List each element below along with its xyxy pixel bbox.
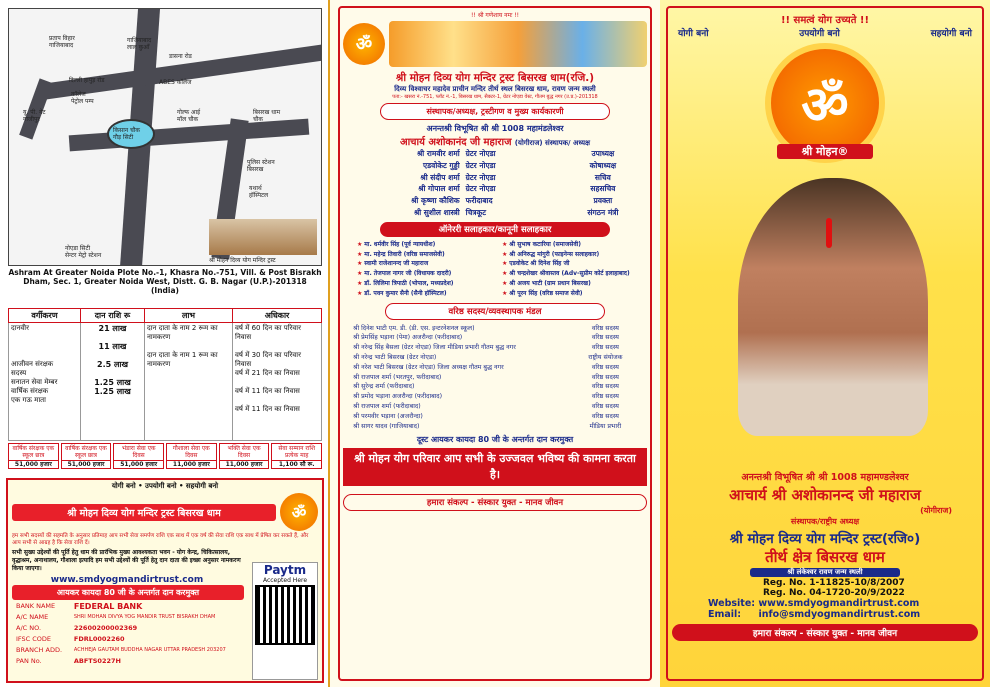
trust-title: श्री मोहन दिव्य योग मन्दिर ट्रस्ट बिसरख धाम(रजि.) (395, 72, 595, 84)
om-logo-icon: ॐ (343, 23, 385, 65)
left-panel (0, 0, 330, 687)
title-line: अनन्तश्री विभूषित श्री श्री 1008 महामण्डलेश्वर (741, 472, 909, 483)
cell: 21 लाख (98, 324, 127, 333)
trust-info-box (6, 478, 324, 683)
map-label: यू. पी. गेट गाजीपुर (23, 109, 46, 123)
cell: 1.25 लाख (94, 387, 131, 396)
yogiraj: (योगीराज) (920, 506, 952, 515)
cell: एक गऊ माता (11, 396, 46, 404)
wish-banner: श्री मोहन योग परिवार आप सभी के उज्जवल भविष्य की कामना करता है। (343, 448, 647, 486)
map-label: गाजियाबाद लाल कुआँ (127, 37, 152, 51)
ashram-address: Ashram At Greater Noida Plote No.-1, Khasra No.-751, Vill. & Post Bisrakh Dham, Sec. 1, Greater Noida West, Distt. G. B. Nagar (U.P.)-201318 (India) (8, 268, 322, 295)
map-label: ABES कॉलेज (159, 79, 192, 86)
cell: वर्ष में 11 दिन का निवास (235, 405, 300, 413)
advisors-list: ★ मा. धर्मवीर सिंह (पूर्व न्यायधीश) ★ मा. महेन्द्र तिवारी (वरिष्ठ समाजसेवी) ★ स्वामी राजेशानन्द जी महाराज ★ मा. तेजपाल नागर जी (विधायक दादरी) ★ डॉ. लिलिमा त्रिपाठी (भोपाल, मध्यप्रदेश) ★ डॉ. पवन कुमार सैनी (सैनी हॉस्पिटल) ★ श्री सुभाष कटारिया (समाजसेवी) ★ श्री अनिरुद्ध मांगुरी (फाइनेन्स सलाहकार) ★ एडवोकेट श्री दिनेश सिंह जी ★ श्री चन्द्रशेखर श्रीवास्तव (Adv-सुप्रीम कोर्ट इलाहाबाद) ★ श्री अजय भाटी (ग्राम प्रधान बिसरख) ★ श्री पूरन सिंह (वरिष्ठ समाज सेवी) (357, 240, 630, 297)
tier-box: गौशाला सेवा एक दिवस 11,000 हजार (166, 443, 217, 469)
donation-tiers (8, 443, 322, 469)
pledge-line: हमारा संकल्प - संस्कार युक्त - मानव जीवन (672, 624, 978, 641)
map-label: पुलिस स्टेशन बिसरख (247, 159, 275, 173)
section-header: वरिष्ठ सदस्य/व्यवस्थापक मंडल (385, 303, 605, 320)
map-label: प्रताप विहार गाजियाबाद (49, 35, 75, 49)
cell: 2.5 लाख (97, 360, 128, 369)
trust-para-1: हम सभी सदस्यों की सहमति के अनुसार प्रतिमाह आप सभी सेवा समर्पण राशि एक साथ में एक वर्ष की सेवा राशि एक साथ में प्रेषित कर सकते हैं, और आप सभी से आग्रह है कि सेवा राशि दें। (12, 533, 309, 546)
middle-panel (330, 0, 660, 687)
tax-exempt-banner: आयकर कायदा 80 जी के अन्तर्गत दान करमुक्त (12, 585, 244, 600)
qr-code-icon[interactable] (257, 587, 313, 643)
map-label: कॉलेज पेट्रोल पम्प (71, 91, 94, 105)
reg-no: Reg. No. 1-11825-10/8/2007 (763, 578, 905, 588)
tax-exempt-line: दूस्ट आयकर कायदा 80 जी के अन्तर्गत दान करमुक्त (416, 435, 574, 445)
motto-item: योगी बनो (678, 29, 709, 39)
logo-sub: श्री मोहन® (777, 144, 873, 159)
paytm-logo: Paytm (263, 563, 307, 577)
guru-name: आचार्य श्री अशोकानन्द जी महाराज (729, 486, 921, 504)
trust-website[interactable]: www.smdyogmandirtrust.com (50, 575, 204, 585)
col-header: अधिकार (233, 309, 322, 323)
ravan-line: श्री लंकेश्वर रावण जन्म स्थली (750, 568, 900, 577)
map-label: गोल्फ आई मॉल चौक (177, 109, 201, 123)
deity-images (389, 21, 647, 67)
motto-item: सहयोगी बनो (930, 29, 972, 39)
members-list: श्री दिनेश भाटी एम. डी. (डी. एस. इन्टरनेशनल स्कूल) वरिष्ठ सदस्य श्री प्रेमसिंह भड़ाना (पेमा) अजरौन्दा (फरीदाबाद) वरिष्ठ सदस्य श्री नरेन्द्र सिंह बैसला (ग्रेटर नोएडा) जिला मीडिया प्रभारी गौतम बुद्ध नगर वरिष्ठ सदस्य श्री नरेन्द्र भाटी बिसरख (ग्रेटर नोएडा) राष्ट्रीय संयोजक श्री नरेश भाटी बिसरख (ग्रेटर नोएडा) जिला अध्यक्ष गौतम बुद्ध नगर वरिष्ठ सदस्य श्री राजपाल शर्मा (भरतपुर, फरीदाबाद) वरिष्ठ सदस्य श्री सुरेन्द्र शर्मा (फरीदाबाद) वरिष्ठ सदस्य श्री प्रमोद भड़ाना अजरौन्दा (फरीदाबाद) वरिष्ठ सदस्य श्री राजपाल शर्मा (फरीदाबाद) वरिष्ठ सदस्य श्री परमवीर भड़ाना (अजरौन्दा) वरिष्ठ सदस्य श्री सागर यादव (गाजियाबाद) मीडिया प्रभारी (353, 324, 623, 430)
title-line: अनन्तश्री विभूषित श्री श्री 1008 महामंडलेश्वर (426, 124, 564, 133)
section-header: ऑनेररी सलाहकार/कानूनी सलाहकार (380, 222, 610, 237)
trust-subtitle: दिव्य विश्वाचर महादेव प्राचीन मन्दिर तीर्थ स्थल बिसरख धाम, रावण जन्म स्थली (394, 85, 596, 93)
reg-no: Reg. No. 04-1720-20/9/2022 (763, 588, 905, 598)
brand-logo (765, 43, 885, 163)
tier-box: वार्षिक संरक्षक एक स्कूल छात्र 51,000 हजार (61, 443, 112, 469)
cell: वार्षिक संरक्षक (11, 387, 49, 395)
map-label: डासना रोड (169, 53, 192, 60)
cell: सनातन सेवा मेम्बर (11, 378, 58, 386)
map-label: दिल्ली हापुड़ रोड (69, 77, 105, 84)
cell: वर्ष में 11 दिन का निवास (235, 387, 300, 395)
map-label: यथार्थ हॉस्पिटल (249, 185, 269, 199)
cell: दान दाता के नाम 1 रूम का नामकरण (147, 351, 218, 368)
tirth-line: तीर्थ क्षेत्र बिसरख धाम (765, 548, 885, 566)
paytm-box (252, 562, 318, 680)
section-header: संस्थापक/अध्यक्ष, ट्रस्टीगण व मुख्य कार्यकारणी (380, 103, 610, 120)
trust-address: पता:- खसरा नं.-751, प्लॉट नं.-1, बिसरख धाम, सैक्टर-1, ग्रेटर नोएडा वेस्ट, गौतम बुद्ध नगर (उ.प्र.)-201318 (392, 94, 598, 100)
cell: वर्ष में 21 दिन का निवास (235, 369, 300, 377)
tier-box: भंडारा सेवा एक दिवस 51,000 हजार (113, 443, 164, 469)
trust-title: श्री मोहन दिव्य योग मन्दिर ट्रस्ट बिसरख धाम (12, 504, 276, 521)
trust-para-2: सभी सुख्य उद्देश्यों की पूर्ति हेतु धाम की प्रारंभिक मुख्य आवश्यकता भवन - योग केन्द्र, चिकित्सालय, वृद्धाश्रम, अनाथालय, गौशाला इत्यादि हम सभी उद्देश्यों की पूर्ति हेतु दान दाता की इच्छा अनुसार नामकरण किया जाएगा। (12, 549, 241, 572)
cell: 11 लाख (98, 342, 127, 351)
map-label: श्री मोहन दिव्य योग मन्दिर ट्रस्ट (209, 257, 276, 264)
map-label: बिसरख धाम चौक (253, 109, 281, 123)
role-line: संस्थापक/राष्ट्रीय अध्यक्ष (790, 517, 860, 526)
guru-portrait (738, 178, 928, 436)
ashram-photo (209, 219, 317, 255)
email-label: Email: (708, 609, 742, 620)
paytm-sub: Accepted Here (262, 577, 308, 584)
om-logo-icon: ॐ (280, 493, 318, 531)
tier-box: वार्षिक संरक्षक एक स्कूल छात्र 51,000 हजार (8, 443, 59, 469)
col-header: दान राशि रू (81, 309, 145, 323)
website-label: Website: (708, 598, 756, 609)
email-link[interactable]: info@smdyogmandirtrust.com (758, 609, 921, 620)
website-link[interactable]: www.smdyogmandirtrust.com (758, 598, 920, 609)
col-header: वर्गीकरण (9, 309, 81, 323)
right-panel (660, 0, 990, 687)
tier-box: सेवा सम्मान राशि प्रत्येक माह 1,100 सौ रू. (271, 443, 322, 469)
founder-name: आचार्य अशोकानंद जी महाराज (399, 137, 512, 148)
map-label: किसान चौक गौड़ सिटी (113, 127, 140, 141)
tilak-icon (826, 218, 832, 248)
motto-item: उपयोगी बनो (799, 29, 840, 39)
map-label: नोएडा सिटी सेन्टर मेट्रो स्टेशन (65, 245, 102, 259)
cell: वर्ष में 30 दिन का परिवार निवास (235, 351, 301, 368)
om-logo-icon: ॐ (765, 43, 885, 163)
motto-top: !! समत्वं योग उच्यते !! (780, 15, 870, 26)
cell: दान दाता के नाम 2 रूम का नामकरण (147, 324, 218, 341)
pledge-line: हमारा संकल्प - संस्कार युक्त - मानव जीवन (343, 494, 647, 511)
bank-details: BANK NAME FEDERAL BANK A/C NAME SHRI MOHAN DIVYA YOG MANDIR TRUST BISRAKH DHAM A/C NO. 22600200002369 IFSC CODE FDRL0002260 BRANCH ADD. ACHHEJA GAUTAM BUDDHA NAGAR UTTAR PRADESH 203207 PAN No. ABFTS0227H (16, 602, 226, 665)
cell: वर्ष में 60 दिन का परिवार निवास (235, 324, 301, 341)
cell: 1.25 लाख (94, 378, 131, 387)
officers-list: श्री रामवीर शर्मा ग्रेटर नोएडा उपाध्यक्ष एडवोकेट गुड्डी ग्रेटर नोएडा कोषाध्यक्ष श्री संदीप शर्मा ग्रेटर नोएडा सचिव श्री गोपाल शर्मा ग्रेटर नोएडा सहसचिव श्री कृष्णा कौशिक फरीदाबाद प्रवक्ता श्री सुशील शास्त्री चित्रकूट संगठन मंत्री (411, 149, 619, 217)
trust-name: श्री मोहन दिव्य योग मन्दिर ट्रस्ट(रजि०) (729, 531, 921, 547)
donation-table (8, 308, 322, 441)
motto-line: योगी बनो • उपयोगी बनो • सहयोगी बनो (111, 482, 219, 490)
founder-role: (योगीराज) संस्थापक/ अध्यक्ष (514, 139, 591, 147)
cell: दानवीर (11, 324, 29, 332)
col-header: लाभ (145, 309, 233, 323)
tier-box: भक्ति सेवा एक दिवस 11,000 हजार (219, 443, 270, 469)
ganesh-line: !! श्री गणेशाय नमः !! (470, 12, 519, 19)
cell: सदस्य (11, 369, 27, 377)
location-map (8, 8, 322, 266)
cell: आजीवन संरक्षक (11, 360, 54, 368)
